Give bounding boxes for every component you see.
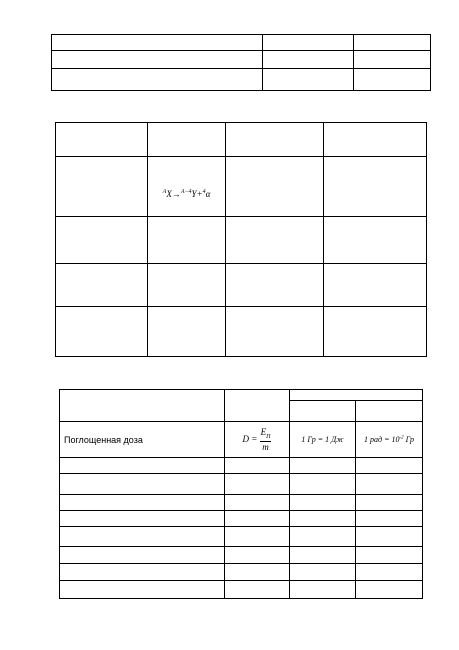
table-cell [356,474,423,495]
table-row [60,495,423,511]
table-cell [225,458,290,474]
other-unit-text: 1 рад = 10 [364,435,400,444]
si-unit-cell: 1 Гр = 1 Дж [290,422,356,458]
table-cell [290,547,356,564]
table-row [60,527,423,547]
table-2 [55,122,427,357]
table-cell [290,390,423,401]
table-cell [290,474,356,495]
table-cell [56,123,148,157]
table-cell [52,51,263,69]
table-cell [226,123,324,157]
table-cell [225,390,290,422]
table-cell [354,35,431,51]
table-cell [226,157,324,217]
table-cell [263,35,354,51]
table-cell [56,307,148,357]
formula-denominator: m [262,442,269,453]
formula-d: D [242,433,250,444]
table-cell [60,458,225,474]
table-cell [60,581,225,599]
table-cell [226,307,324,357]
table-cell [356,547,423,564]
table-cell [225,527,290,547]
table-cell [56,217,148,264]
formula-fraction [260,427,272,453]
table-cell [356,401,423,422]
table-cell [225,474,290,495]
table-row [56,307,427,357]
table-cell [225,511,290,527]
table-cell [56,264,148,307]
table-cell [356,458,423,474]
table-cell [290,495,356,511]
table-cell [263,51,354,69]
table-row [52,51,431,69]
table-cell [148,217,226,264]
table-cell [56,157,148,217]
table-row [56,217,427,264]
table-row [60,581,423,599]
table-row [60,458,423,474]
table-cell [356,527,423,547]
table-cell [60,547,225,564]
table-cell [226,264,324,307]
table-cell [290,401,356,422]
table-row [60,474,423,495]
other-unit-exp: -2 [399,435,404,441]
formula-sup-alpha: 4 [202,188,206,195]
table-cell [324,157,427,217]
other-unit-tail: Гр [403,435,414,444]
table-row [52,69,431,91]
absorbed-dose-formula [225,422,290,458]
table-cell [324,264,427,307]
table-cell [60,390,225,422]
table-cell [148,123,226,157]
table-cell [356,581,423,599]
table-cell [356,564,423,581]
absorbed-dose-label: Поглощенная доза [60,422,225,458]
table-cell [225,564,290,581]
table-cell [60,495,225,511]
table-cell [225,495,290,511]
table-row [60,511,423,527]
table-cell [60,511,225,527]
table-cell [290,527,356,547]
table-cell [290,458,356,474]
table-row [60,564,423,581]
table-cell [52,69,263,91]
formula-sup-x: A [162,188,167,195]
table-cell [225,581,290,599]
table-cell [290,581,356,599]
alpha-decay-formula [148,157,226,217]
other-unit-cell [356,422,423,458]
formula-sup-y: A−4 [180,188,192,195]
formula-numerator [260,427,272,443]
table-cell [354,69,431,91]
table-cell [148,307,226,357]
table-cell [290,511,356,527]
formula-eq: = [251,433,258,444]
table-3 [59,389,423,599]
table-row [56,157,427,217]
table-cell [60,564,225,581]
table-cell [148,264,226,307]
table-cell [290,564,356,581]
table-row [52,35,431,51]
table-cell [263,69,354,91]
formula-num-e: E [260,426,267,437]
table-row [60,422,423,458]
table-row [56,264,427,307]
table-cell [60,474,225,495]
table-cell [324,307,427,357]
table-row [56,123,427,157]
table-cell [356,495,423,511]
table-1 [51,34,431,91]
table-row [60,390,423,401]
formula-text: X→$^{A-4}$Y+$^4$α [166,188,211,199]
table-cell [324,217,427,264]
table-cell [354,51,431,69]
table-cell [356,511,423,527]
table-cell [225,547,290,564]
table-cell [60,527,225,547]
formula-num-sub: П [266,433,271,440]
table-cell [324,123,427,157]
table-cell [52,35,263,51]
table-cell [226,217,324,264]
table-row [60,547,423,564]
